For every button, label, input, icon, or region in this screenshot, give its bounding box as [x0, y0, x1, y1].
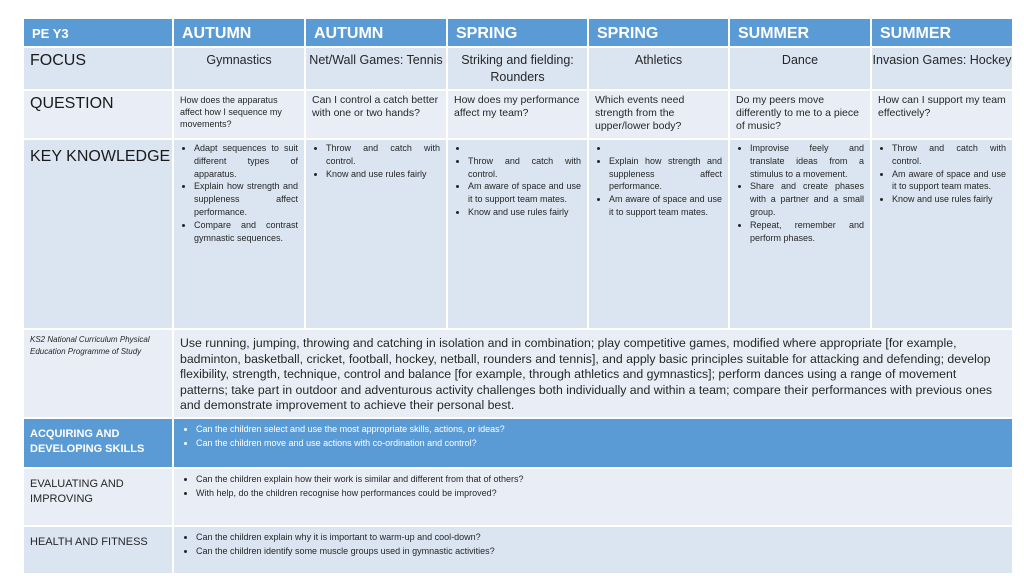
- question-cell: Which events need strength from the upper/lower body?: [588, 90, 729, 139]
- curriculum-table: [22, 17, 1014, 575]
- knowledge-item: • Adapt sequences to suit different types of apparatus.: [194, 142, 298, 180]
- focus-cell: Dance: [729, 47, 871, 90]
- acquiring-skills-label: ACQUIRING AND DEVELOPING SKILLS: [23, 418, 173, 468]
- knowledge-item: • Know and use rules fairly: [468, 206, 581, 219]
- question-row: [23, 90, 1013, 139]
- key-knowledge-cell: [588, 139, 729, 329]
- term-header: AUTUMN: [305, 18, 447, 47]
- key-knowledge-cell: [447, 139, 588, 329]
- acquiring-skills-list: [174, 423, 1012, 450]
- strip-item: • Can the children explain how their work is similar and different from that of others?: [196, 473, 1012, 487]
- term-header: SPRING: [447, 18, 588, 47]
- question-cell: How does the apparatus affect how I sequence my movements?: [173, 90, 305, 139]
- key-knowledge-row: [23, 139, 1013, 329]
- health-fitness-list: [174, 531, 1012, 558]
- knowledge-item: • Know and use rules fairly: [326, 168, 440, 181]
- knowledge-item: • Compare and contrast gymnastic sequences.: [194, 219, 298, 245]
- page-title: PE Y3: [23, 18, 173, 47]
- knowledge-item: • Am aware of space and use it to support team mates.: [892, 168, 1006, 194]
- focus-cell: Striking and fielding: Rounders: [447, 47, 588, 90]
- knowledge-item: • Am aware of space and use it to support team mates.: [609, 193, 722, 219]
- knowledge-item: • Explain how strength and suppleness affect performance.: [194, 180, 298, 218]
- health-fitness-content: [173, 526, 1013, 574]
- key-knowledge-cell: [305, 139, 447, 329]
- evaluating-row: [23, 468, 1013, 526]
- strip-item: • Can the children explain why it is important to warm-up and cool-down?: [196, 531, 1012, 545]
- question-cell: Can I control a catch better with one or two hands?: [305, 90, 447, 139]
- key-knowledge-cell: [871, 139, 1013, 329]
- knowledge-item: [609, 142, 722, 155]
- knowledge-list: [174, 142, 304, 244]
- key-knowledge-cell: [729, 139, 871, 329]
- knowledge-item: [468, 142, 581, 155]
- focus-cell: Net/Wall Games: Tennis: [305, 47, 447, 90]
- knowledge-item: • Improvise feely and translate ideas from a stimulus to a movement.: [750, 142, 864, 180]
- knowledge-item: • Throw and catch with control.: [326, 142, 440, 168]
- strip-item: • Can the children move and use actions with co-ordination and control?: [196, 437, 1012, 451]
- knowledge-item: • Throw and catch with control.: [892, 142, 1006, 168]
- key-knowledge-label: KEY KNOWLEDGE: [23, 139, 173, 329]
- question-cell: How can I support my team effectively?: [871, 90, 1013, 139]
- national-curriculum-row: [23, 329, 1013, 418]
- evaluating-label: EVALUATING AND IMPROVING: [23, 468, 173, 526]
- curriculum-grid: [22, 17, 1012, 575]
- national-curriculum-text: Use running, jumping, throwing and catching in isolation and in combination; play competitive games, modified where appropriate [for example, badminton, basketball, cricket, football, hockey, netball, rounders and tennis], and apply basic principles suitable for attacking and defending; develop flexibility, strength, technique, control and balance [for example, through athletics and gymnastics]; perform dances using a range of movement patterns; take part in outdoor and adventurous activity challenges both individually and within a team; compare their performances with previous ones and demonstrate improvement to achieve their personal best.: [173, 329, 1013, 418]
- focus-cell: Gymnastics: [173, 47, 305, 90]
- strip-item: • With help, do the children recognise how performances could be improved?: [196, 487, 1012, 501]
- header-row: [23, 18, 1013, 47]
- acquiring-skills-content: [173, 418, 1013, 468]
- key-knowledge-cell: [173, 139, 305, 329]
- question-cell: Do my peers move differently to me to a piece of music?: [729, 90, 871, 139]
- question-cell: How does my performance affect my team?: [447, 90, 588, 139]
- knowledge-list: [730, 142, 870, 244]
- knowledge-item: • Repeat, remember and perform phases.: [750, 219, 864, 245]
- question-label: QUESTION: [23, 90, 173, 139]
- strip-item: • Can the children select and use the most appropriate skills, actions, or ideas?: [196, 423, 1012, 437]
- knowledge-item: • Know and use rules fairly: [892, 193, 1006, 206]
- knowledge-list: [872, 142, 1012, 206]
- term-header: SPRING: [588, 18, 729, 47]
- focus-label: FOCUS: [23, 47, 173, 90]
- term-header: SUMMER: [871, 18, 1013, 47]
- evaluating-content: [173, 468, 1013, 526]
- focus-cell: Invasion Games: Hockey: [871, 47, 1013, 90]
- focus-row: [23, 47, 1013, 90]
- knowledge-item: • Share and create phases with a partner and a small group.: [750, 180, 864, 218]
- health-fitness-label: HEALTH AND FITNESS: [23, 526, 173, 574]
- focus-cell: Athletics: [588, 47, 729, 90]
- knowledge-item: • Explain how strength and suppleness affect performance.: [609, 155, 722, 193]
- term-header: AUTUMN: [173, 18, 305, 47]
- acquiring-skills-row: [23, 418, 1013, 468]
- term-header: SUMMER: [729, 18, 871, 47]
- knowledge-item: • Throw and catch with control.: [468, 155, 581, 181]
- strip-item: • Can the children identify some muscle groups used in gymnastic activities?: [196, 545, 1012, 559]
- health-fitness-row: [23, 526, 1013, 574]
- evaluating-list: [174, 473, 1012, 500]
- knowledge-list: [306, 142, 446, 180]
- national-curriculum-label: KS2 National Curriculum Physical Education Programme of Study: [23, 329, 173, 418]
- knowledge-item: • Am aware of space and use it to support team mates.: [468, 180, 581, 206]
- knowledge-list: [589, 142, 728, 219]
- knowledge-list: [448, 142, 587, 219]
